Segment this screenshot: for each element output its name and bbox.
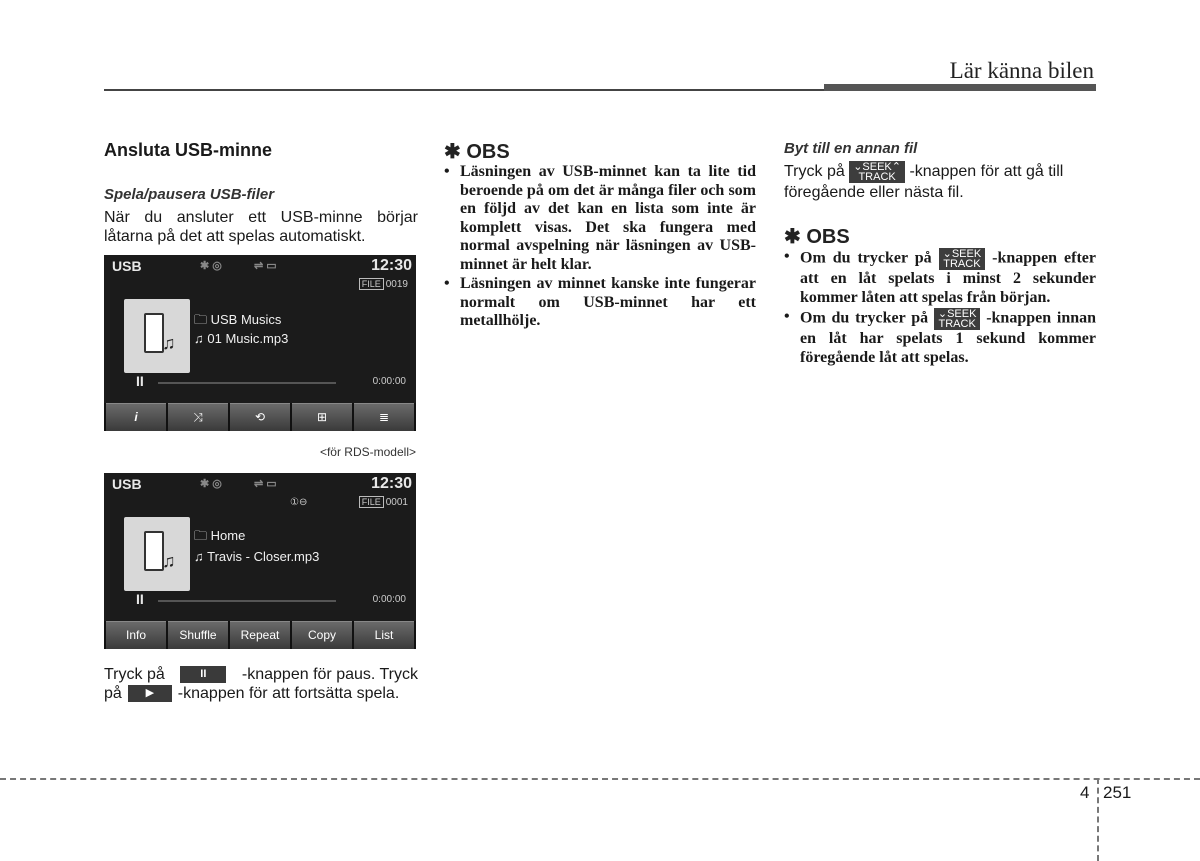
list-button[interactable]: ≣ [354, 403, 414, 431]
clock: 12:30 [371, 257, 412, 274]
obs-item: • Läsningen av USB-minnet kan ta lite tid beroende på om det är många filer och som en följd av det kan en lista som inte är komplett visas. Det ska fungera med normal avspelning när läsningen av USB-minnet är helt klar. [444, 163, 756, 274]
file-counter: FILE 0019 [359, 279, 408, 290]
screen-button-bar [104, 621, 416, 649]
subsection-title: Spela/pausera USB-filer [104, 186, 275, 203]
pause-indicator: II [136, 373, 144, 389]
copy-button[interactable]: ⊞ [292, 403, 352, 431]
usb-icon: ⇌ ▭ [254, 260, 277, 272]
pause-indicator: II [136, 591, 144, 607]
obs-item: • Om du trycker på ⌄SEEK TRACK -knappen innan en låt har spelats 1 sekund kommer föregående låt att spelas. [784, 308, 1096, 367]
play-button-icon: ▶ [128, 685, 172, 702]
repeat-status-icon: ①⊖ [290, 497, 308, 508]
seek-track-button-icon: ⌄SEEK TRACK [939, 248, 986, 270]
pause-play-instructions: Tryck på II -knappen för paus. Tryck på ▶ -knappen för att fortsätta spela. [104, 666, 418, 702]
usb-screen [104, 473, 416, 649]
progress-bar [158, 382, 336, 384]
chapter-number: 4 [1080, 783, 1090, 802]
seek-track-button-icon: ⌄SEEK⌃ TRACK [849, 161, 905, 183]
subsection-title: Byt till en annan fil [784, 140, 918, 157]
shuffle-button[interactable]: Shuffle [168, 621, 228, 649]
usb-screen-rds [104, 255, 416, 431]
track-change-text: Tryck på ⌄SEEK⌃ TRACK -knappen för att gå till föregående eller nästa fil. [784, 161, 1064, 201]
obs-list [444, 163, 756, 332]
pause-button-icon: II [180, 666, 226, 683]
obs-title: ✱ OBS [444, 141, 510, 163]
obs-item: • Läsningen av minnet kanske inte fungerar normalt om USB-minnet har ett metallhölje. [444, 275, 756, 331]
header-rule [104, 89, 824, 91]
section-heading: Ansluta USB-minne [104, 140, 273, 160]
copy-button[interactable]: Copy [292, 621, 352, 649]
bluetooth-icon: ✱ ◎ [200, 478, 222, 490]
screen-caption: <för RDS-modell> [319, 445, 416, 459]
bluetooth-icon: ✱ ◎ [200, 260, 222, 272]
elapsed-time: 0:00:00 [372, 594, 406, 605]
usb-album-art-icon: ♫ [124, 299, 190, 373]
folder-name: 🗀 USB Musics [194, 312, 282, 327]
mode-label: USB [112, 258, 142, 274]
seek-track-button-icon: ⌄SEEK TRACK [934, 308, 981, 330]
footer-vertical-divider [1097, 778, 1099, 861]
file-counter: FILE 0001 [359, 497, 408, 508]
screen-button-bar [104, 403, 416, 431]
mode-label: USB [112, 476, 142, 492]
header-rule-accent [824, 84, 1096, 91]
info-button[interactable]: Info [106, 621, 166, 649]
elapsed-time: 0:00:00 [372, 376, 406, 387]
obs-item: • Om du trycker på ⌄SEEK TRACK -knappen efter att en låt spelats i minst 2 sekunder kommer låten att spelas från början. [784, 248, 1096, 307]
repeat-button[interactable]: ⟲ [230, 403, 290, 431]
track-name: ♫ Travis - Closer.mp3 [194, 549, 320, 564]
usb-icon: ⇌ ▭ [254, 478, 277, 490]
clock: 12:30 [371, 475, 412, 492]
info-button[interactable]: i [106, 403, 166, 431]
page-number: 251 [1103, 783, 1132, 802]
usb-album-art-icon: ♫ [124, 517, 190, 591]
chapter-title: Lär känna bilen [949, 58, 1094, 83]
intro-text: När du ansluter ett USB-minne börjar låtarna på det att spelas automatiskt. [104, 209, 418, 245]
shuffle-button[interactable]: ⤨ [168, 403, 228, 431]
list-button[interactable]: List [354, 621, 414, 649]
track-name: ♫ 01 Music.mp3 [194, 331, 289, 346]
footer-divider [0, 778, 1200, 780]
folder-name: 🗀 Home [194, 528, 246, 543]
progress-bar [158, 600, 336, 602]
repeat-button[interactable]: Repeat [230, 621, 290, 649]
obs-title: ✱ OBS [784, 226, 850, 248]
obs-list [784, 248, 1096, 368]
